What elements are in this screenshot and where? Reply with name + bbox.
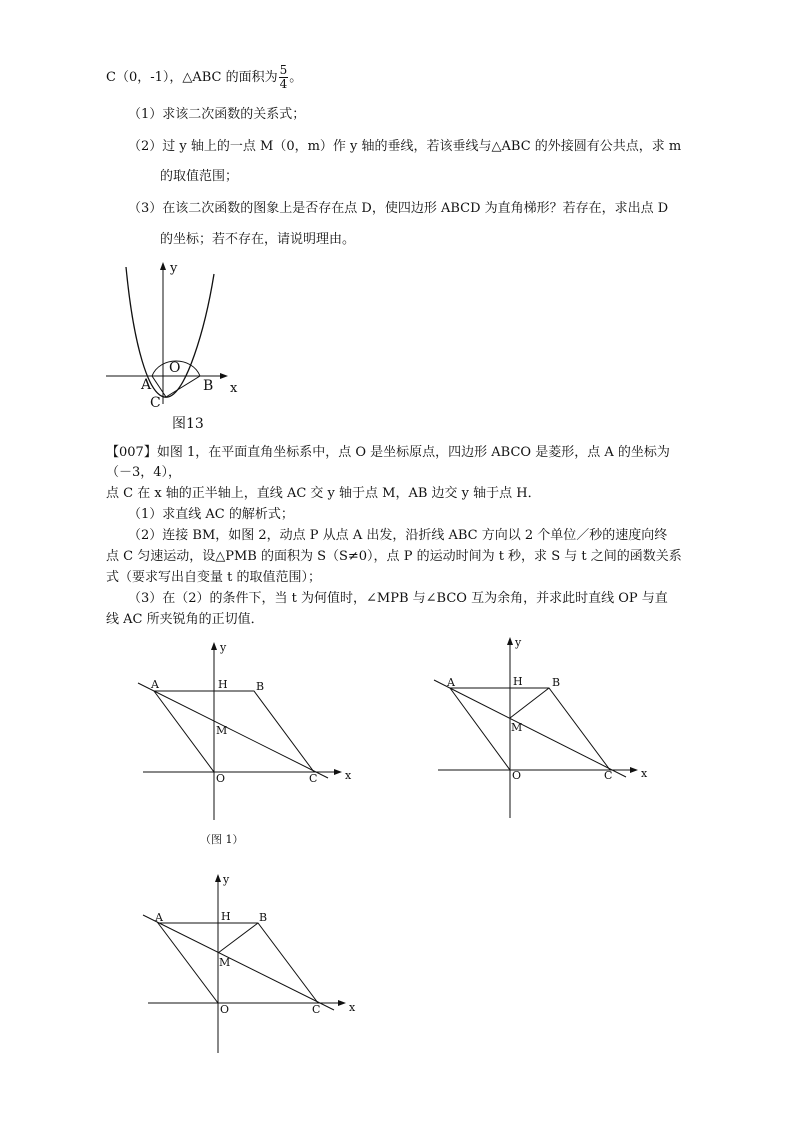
problem-006-q3a: （3）在该二次函数的图象上是否存在点 D，使四边形 ABCD 为直角梯形？若存在，求出点 D bbox=[128, 201, 669, 216]
fig1-label-m: M bbox=[216, 724, 228, 737]
fig1-label-c: C bbox=[309, 772, 318, 785]
fig3-label-b: B bbox=[259, 911, 268, 924]
fig3-label-a: A bbox=[155, 911, 163, 924]
fig1-caption: （图 1） bbox=[200, 833, 244, 846]
line1-text: C（0，-1），△ABC 的面积为 bbox=[106, 70, 278, 85]
fig2-label-h: H bbox=[513, 675, 523, 688]
fig2-label-o: O bbox=[512, 769, 522, 782]
fig2-label-a: A bbox=[447, 676, 455, 689]
fig3-label-y: y bbox=[223, 873, 230, 886]
fig13-caption: 图13 bbox=[172, 416, 204, 432]
fig3-label-x: x bbox=[349, 1001, 356, 1014]
problem-007-line3: 点 C 在 x 轴的正半轴上，直线 AC 交 y 轴于点 M，AB 边交 y 轴于点 H． bbox=[106, 486, 541, 501]
fig2-label-y: y bbox=[515, 636, 522, 649]
area-numerator: 5 bbox=[279, 63, 288, 77]
fig3-line-ac bbox=[143, 915, 334, 1010]
fig1-label-b: B bbox=[256, 680, 265, 693]
fig3-label-m: M bbox=[219, 956, 231, 969]
fig13-label-c: C bbox=[150, 395, 161, 411]
problem-006-q2b: 的取值范围； bbox=[160, 169, 239, 184]
fig13-label-a: A bbox=[141, 377, 152, 393]
fig3-label-h: H bbox=[221, 910, 231, 923]
line1-end: 。 bbox=[289, 70, 303, 85]
problem-007-q1: （1）求直线 AC 的解析式； bbox=[128, 507, 294, 522]
problem-007-q2a: （2）连接 BM，如图 2，动点 P 从点 A 出发，沿折线 ABC 方向以 2 个单位／秒的速度向终 bbox=[128, 528, 668, 543]
fig3-rhombus-abco bbox=[158, 923, 318, 1003]
fig3-label-o: O bbox=[220, 1003, 230, 1016]
fig3-segment-bm bbox=[218, 923, 258, 953]
fig2-label-m: M bbox=[511, 721, 523, 734]
fig1-label-h: H bbox=[218, 678, 228, 691]
fig2-label-x: x bbox=[641, 767, 648, 780]
fig13-label-y: y bbox=[170, 261, 178, 276]
area-denominator: 4 bbox=[279, 77, 288, 91]
fig2-label-c: C bbox=[604, 769, 613, 782]
problem-007-q2b: 点 C 匀速运动，设△PMB 的面积为 S（S≠0），点 P 的运动时间为 t 秒，求 S 与 t 之间的函数关系 bbox=[106, 549, 682, 564]
problem-007-q2c: 式（要求写出自变量 t 的取值范围）； bbox=[106, 570, 321, 585]
fig2-label-b: B bbox=[552, 676, 561, 689]
fig3-y-arrow-icon bbox=[215, 874, 221, 882]
fig1-label-y: y bbox=[220, 641, 227, 654]
fig3-x-arrow-icon bbox=[338, 1000, 346, 1006]
fig3-label-c: C bbox=[312, 1003, 321, 1016]
problem-006-q2a: （2）过 y 轴上的一点 M（0，m）作 y 轴的垂线，若该垂线与△ABC 的外接圆有公共点，求 m bbox=[128, 139, 682, 154]
problem-007-line2: （－3，4）， bbox=[106, 465, 182, 480]
fig13-label-b: B bbox=[203, 378, 214, 394]
fig1-label-o: O bbox=[216, 772, 226, 785]
problem-007-line1: 【007】如图 1，在平面直角坐标系中，点 O 是坐标原点，四边形 ABCO 是菱形，点 A 的坐标为 bbox=[106, 445, 670, 460]
fig1-label-a: A bbox=[151, 678, 159, 691]
fig1-label-x: x bbox=[345, 769, 352, 782]
problem-006-q1: （1）求该二次函数的关系式； bbox=[128, 107, 306, 122]
fig13-label-x: x bbox=[230, 381, 238, 396]
problem-006-q3b: 的坐标；若不存在，请说明理由。 bbox=[160, 232, 356, 247]
fig13-label-o: O bbox=[169, 360, 181, 376]
problem-007-q3b: 线 AC 所夹锐角的正切值． bbox=[106, 612, 264, 627]
problem-007-q3a: （3）在（2）的条件下，当 t 为何值时，∠MPB 与∠BCO 互为余角，并求此时直线 OP 与直 bbox=[128, 591, 668, 606]
